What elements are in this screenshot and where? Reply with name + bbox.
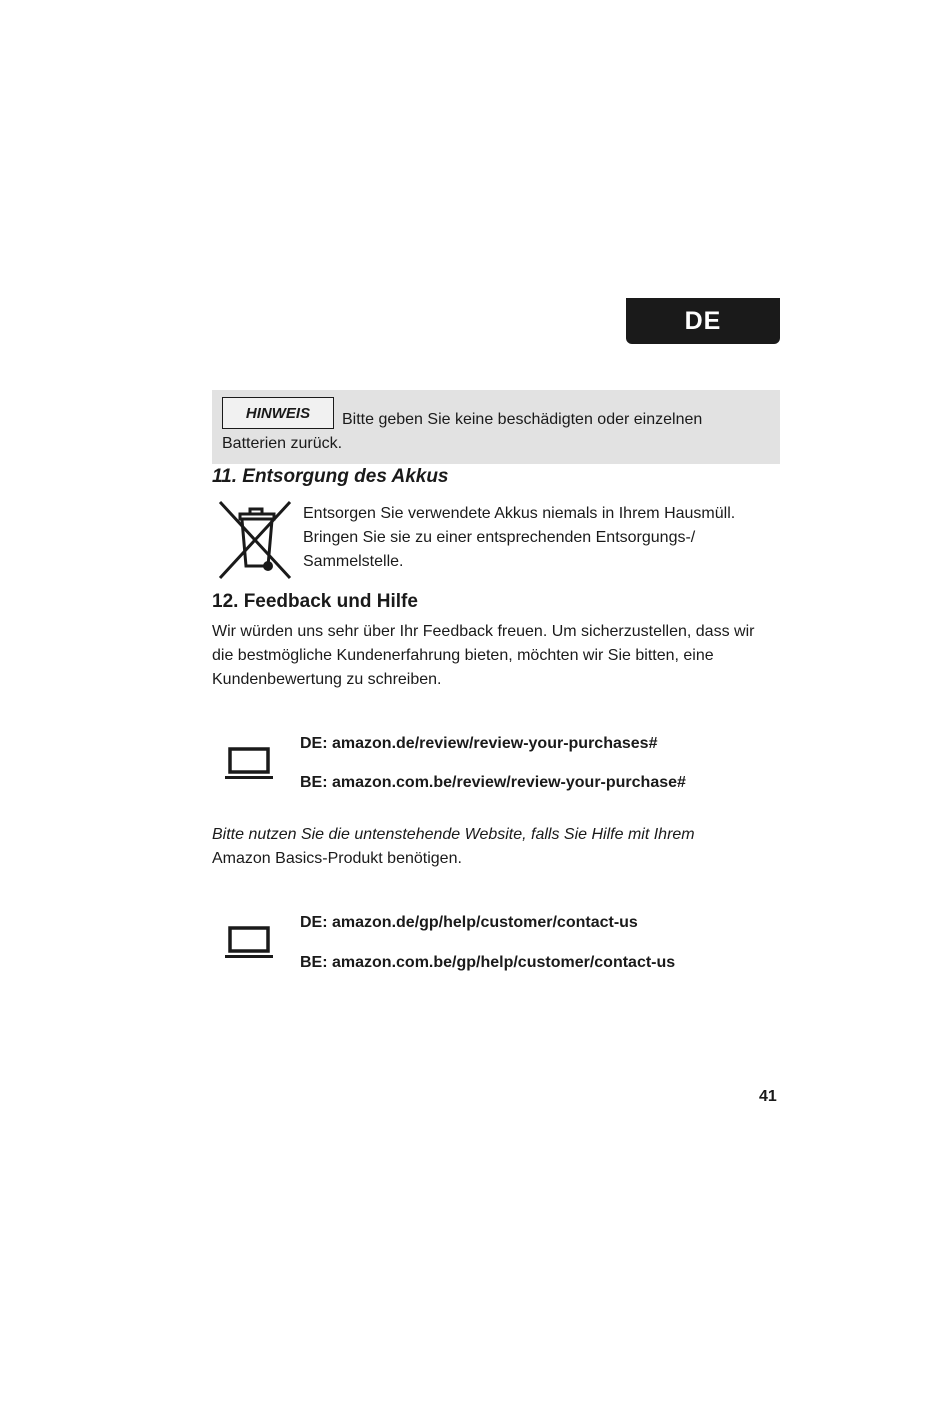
disposal-text-line: Bringen Sie sie zu einer entsprechenden Entsorgungs-/	[303, 529, 696, 546]
section-11-heading: 11. Entsorgung des Akkus	[212, 466, 449, 487]
disposal-text-line: Entsorgen Sie verwendete Akkus niemals in Ihrem Hausmüll.	[303, 505, 736, 522]
feedback-intro-line: Wir würden uns sehr über Ihr Feedback freuen. Um sicherzustellen, dass wir	[212, 623, 755, 640]
language-tab: DE	[626, 298, 780, 344]
help-text-line: Amazon Basics-Produkt benötigen.	[212, 850, 462, 867]
help-link-be[interactable]: BE: amazon.com.be/gp/help/customer/contact-us	[300, 954, 676, 971]
crossed-out-wheelie-bin-icon	[218, 500, 292, 580]
feedback-intro-line: die bestmögliche Kundenerfahrung bieten, möchten wir Sie bitten, eine	[212, 647, 714, 664]
section-12-heading: 12. Feedback und Hilfe	[212, 591, 418, 612]
review-link-de[interactable]: DE: amazon.de/review/review-your-purchases#	[300, 735, 658, 752]
note-text-line-2: Batterien zurück.	[222, 435, 343, 452]
note-text-line-1: Bitte geben Sie keine beschädigten oder einzelnen	[342, 411, 703, 428]
note-label: HINWEIS	[222, 397, 334, 429]
disposal-text-line: Sammelstelle.	[303, 553, 404, 570]
help-link-de[interactable]: DE: amazon.de/gp/help/customer/contact-us	[300, 914, 638, 931]
help-text-line: Bitte nutzen Sie die untenstehende Website, falls Sie Hilfe mit Ihrem	[212, 826, 695, 843]
laptop-icon	[225, 925, 273, 959]
page-number: 41	[759, 1088, 777, 1105]
feedback-intro-line: Kundenbewertung zu schreiben.	[212, 671, 442, 688]
laptop-icon	[225, 746, 273, 780]
review-link-be[interactable]: BE: amazon.com.be/review/review-your-purchase#	[300, 774, 686, 791]
